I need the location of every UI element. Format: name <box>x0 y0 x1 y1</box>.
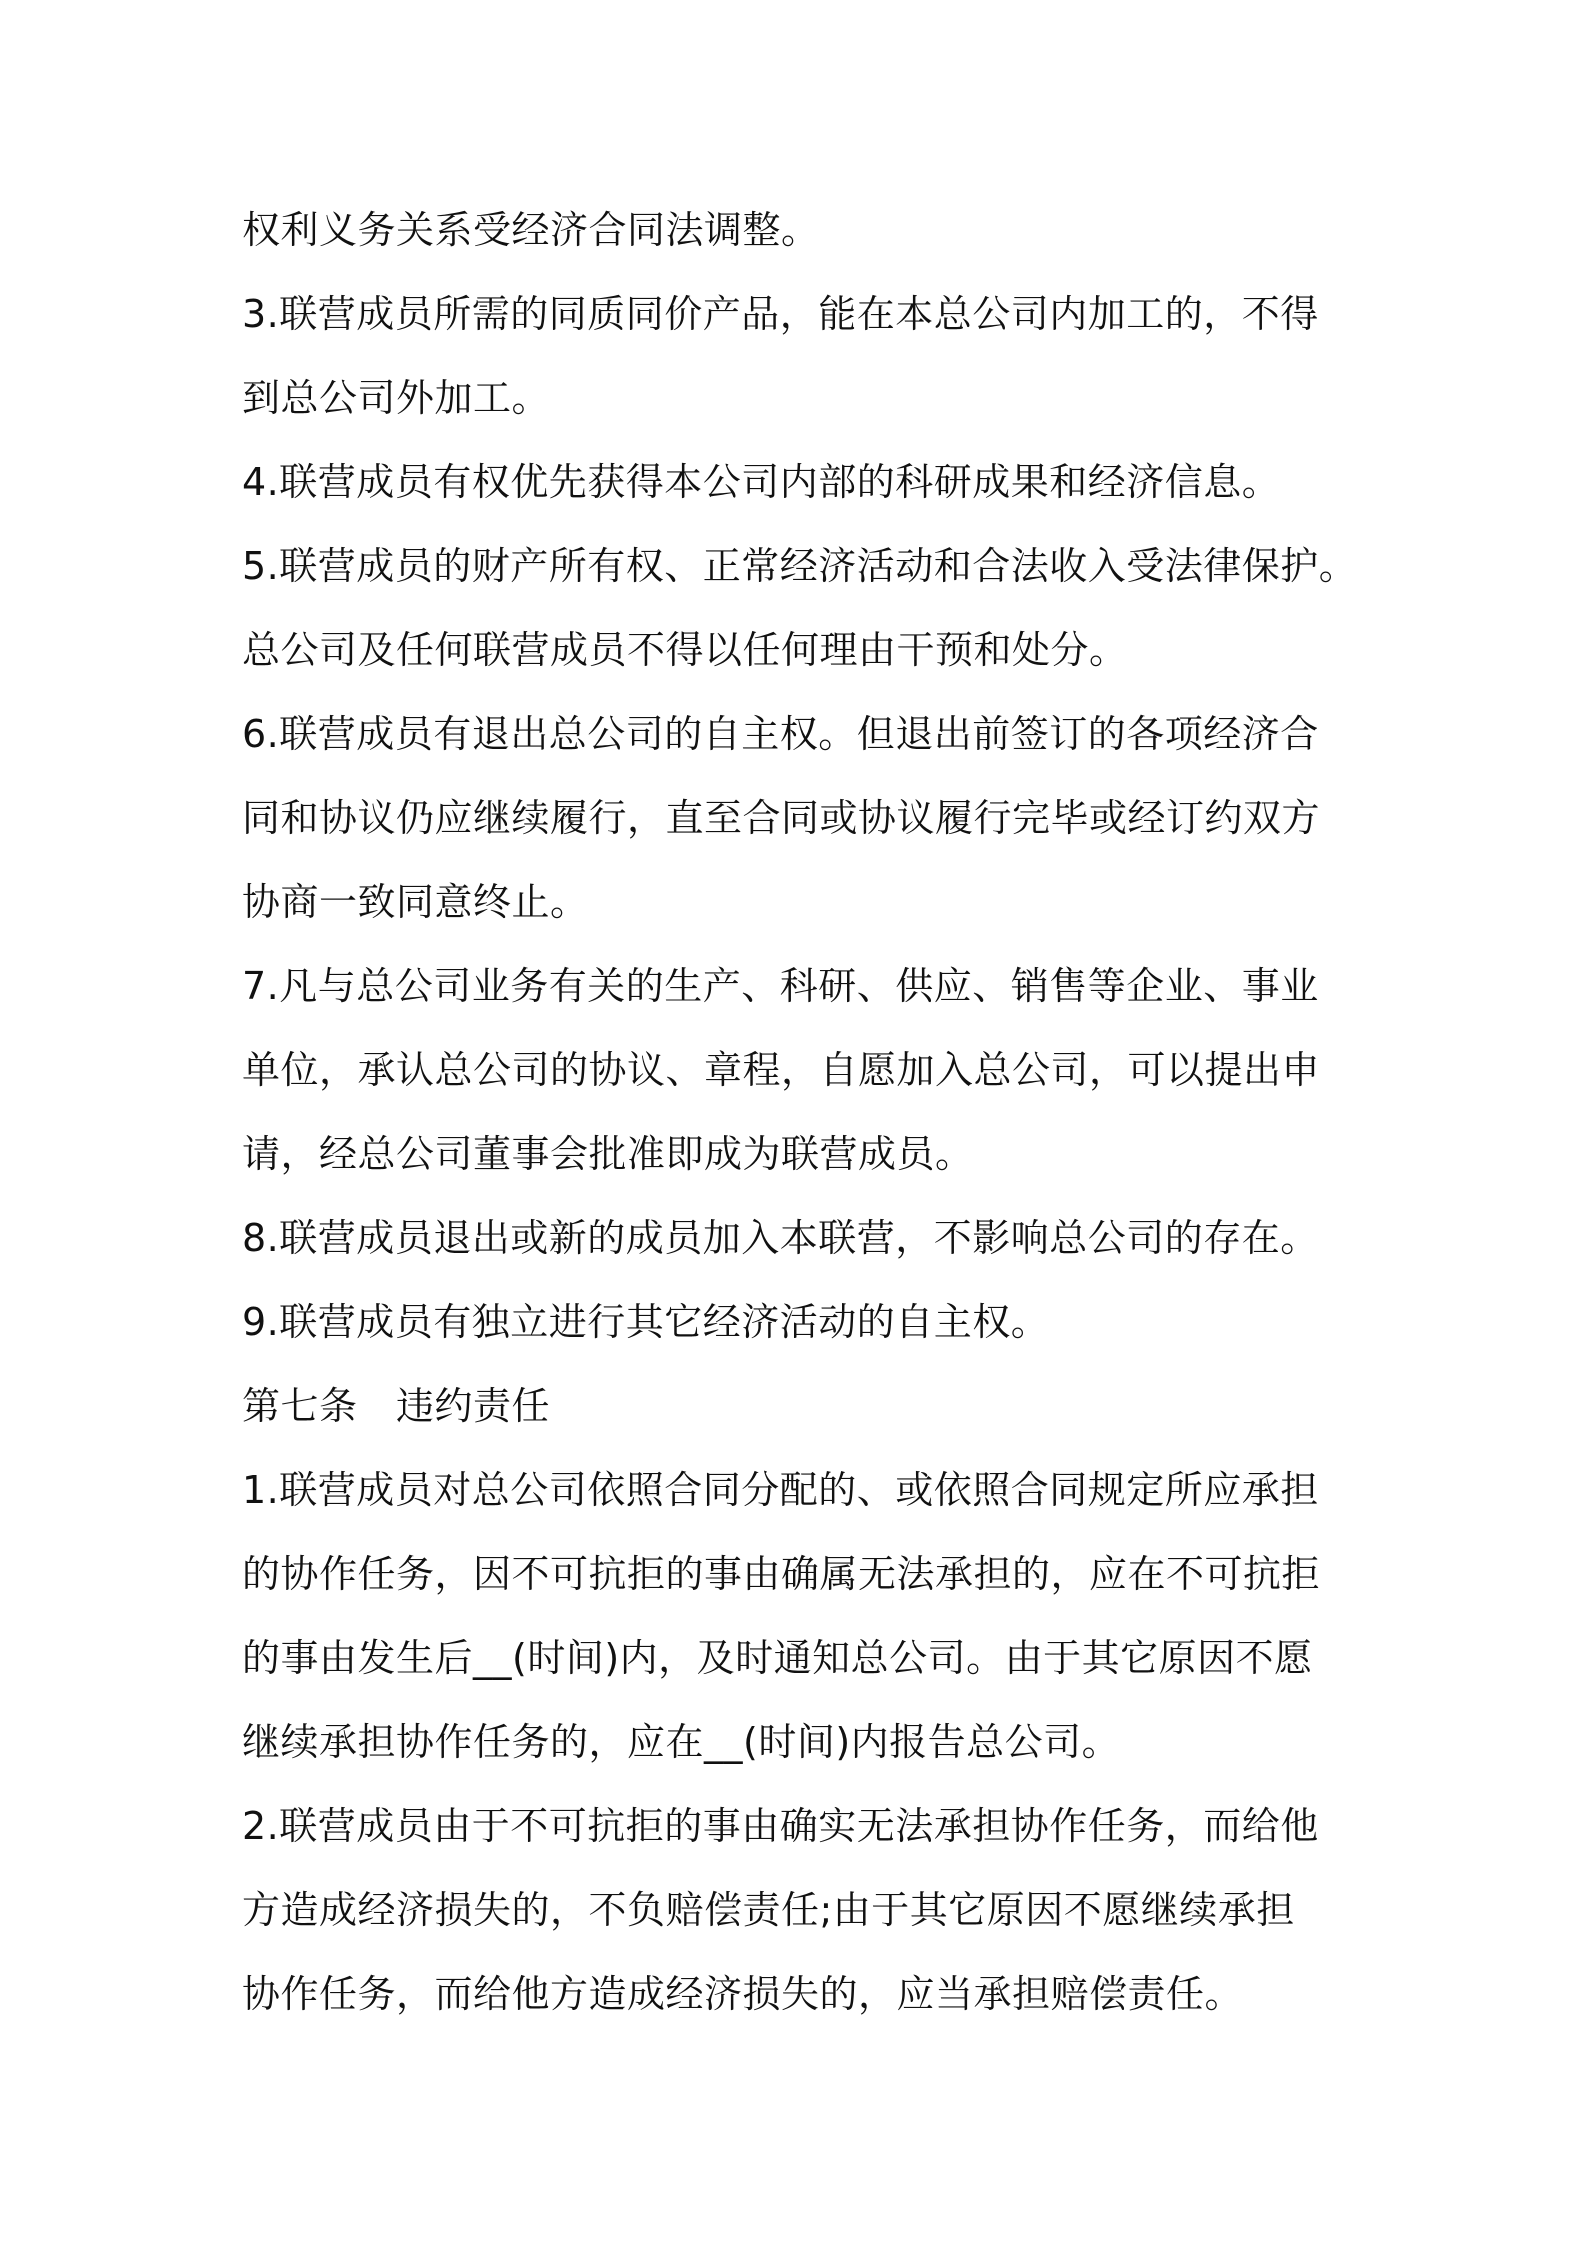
text-line: 同和协议仍应继续履行，直至合同或协议履行完毕或经订约双方 <box>242 796 1321 840</box>
text-line: 方造成经济损失的，不负赔偿责任;由于其它原因不愿继续承担 <box>242 1888 1295 1932</box>
text-line: 6.联营成员有退出总公司的自主权。但退出前签订的各项经济合 <box>242 712 1319 756</box>
text-line: 总公司及任何联营成员不得以任何理由干预和处分。 <box>242 628 1128 672</box>
text-line: 的事由发生后__(时间)内，及时通知总公司。由于其它原因不愿 <box>242 1636 1313 1680</box>
text-line: 2.联营成员由于不可抗拒的事由确实无法承担协作任务，而给他 <box>242 1804 1319 1848</box>
text-line: 协商一致同意终止。 <box>242 880 589 924</box>
text-line: 协作任务，而给他方造成经济损失的，应当承担赔偿责任。 <box>242 1972 1244 2016</box>
document-body <box>242 188 1382 2036</box>
text-line: 单位，承认总公司的协议、章程，自愿加入总公司，可以提出申 <box>242 1048 1321 1092</box>
text-line: 8.联营成员退出或新的成员加入本联营，不影响总公司的存在。 <box>242 1216 1319 1260</box>
text-line: 请，经总公司董事会批准即成为联营成员。 <box>242 1132 974 1176</box>
text-line: 继续承担协作任务的，应在__(时间)内报告总公司。 <box>242 1720 1121 1764</box>
text-line: 到总公司外加工。 <box>242 376 551 420</box>
text-line: 5.联营成员的财产所有权、正常经济活动和合法收入受法律保护。 <box>242 544 1358 588</box>
text-line: 3.联营成员所需的同质同价产品，能在本总公司内加工的，不得 <box>242 292 1319 336</box>
text-line: 4.联营成员有权优先获得本公司内部的科研成果和经济信息。 <box>242 460 1281 504</box>
text-line: 7.凡与总公司业务有关的生产、科研、供应、销售等企业、事业 <box>242 964 1319 1008</box>
section-heading: 第七条 违约责任 <box>242 1384 551 1428</box>
text-line: 权利义务关系受经济合同法调整。 <box>242 208 820 252</box>
text-line: 9.联营成员有独立进行其它经济活动的自主权。 <box>242 1300 1050 1344</box>
text-line: 的协作任务，因不可抗拒的事由确属无法承担的，应在不可抗拒 <box>242 1552 1321 1596</box>
text-line: 1.联营成员对总公司依照合同分配的、或依照合同规定所应承担 <box>242 1468 1319 1512</box>
